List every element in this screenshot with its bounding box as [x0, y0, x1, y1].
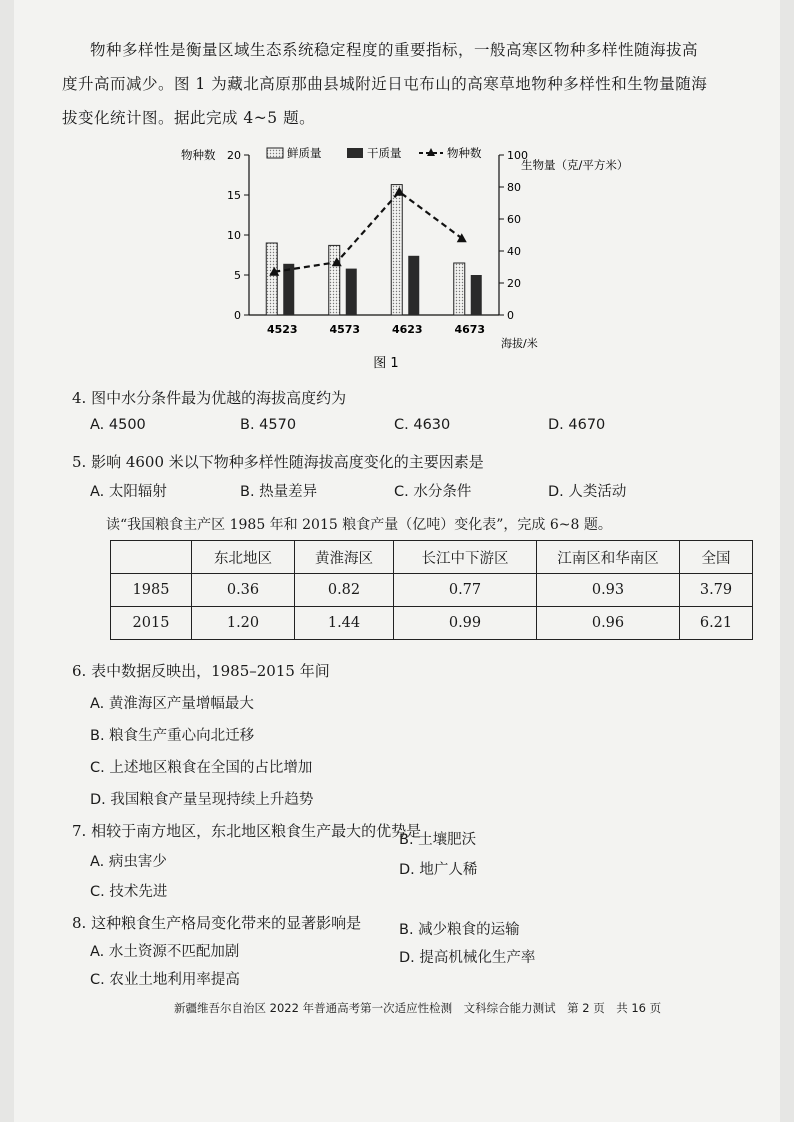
figure-caption: 图 1: [373, 356, 399, 370]
q4-stem: 4. 图中水分条件最为优越的海拔高度约为: [72, 389, 347, 407]
left-tick-label: 10: [227, 229, 241, 242]
q8-option-a[interactable]: A. 水土资源不匹配加剧: [90, 944, 240, 960]
q8-option-b[interactable]: B. 减少粮食的运输: [399, 922, 520, 938]
q5-option-c[interactable]: C. 水分条件: [394, 484, 472, 500]
left-tick-label: 0: [234, 309, 241, 322]
table-header-cell: 东北地区: [192, 541, 295, 574]
x-tick-label: 4523: [266, 323, 298, 336]
q8-option-c[interactable]: C. 农业土地利用率提高: [90, 972, 240, 988]
q8-stem: 8. 这种粮食生产格局变化带来的显著影响是: [72, 914, 362, 932]
table-cell: 0.93: [537, 574, 680, 607]
table-cell: 2015: [111, 607, 192, 640]
table-cell: 1.20: [192, 607, 295, 640]
q6-option-d[interactable]: D. 我国粮食产量呈现持续上升趋势: [90, 792, 314, 808]
q5-option-a[interactable]: A. 太阳辐射: [90, 484, 167, 500]
x-tick-label: 4573: [329, 323, 361, 336]
right-tick-label: 60: [507, 213, 521, 226]
table-header-cell: 全国: [680, 541, 753, 574]
fresh-mass-bar: [329, 245, 340, 315]
q7-stem: 7. 相较于南方地区，东北地区粮食生产最大的优势是: [72, 822, 422, 840]
q5-stem: 5. 影响 4600 米以下物种多样性随海拔高度变化的主要因素是: [72, 453, 484, 471]
q4-option-c[interactable]: C. 4630: [394, 417, 451, 433]
q8-option-d[interactable]: D. 提高机械化生产率: [399, 950, 536, 966]
q7-option-a[interactable]: A. 病虫害少: [90, 854, 167, 870]
table-cell: 0.77: [394, 574, 537, 607]
q5-option-b[interactable]: B. 热量差异: [240, 484, 318, 500]
q4-option-a[interactable]: A. 4500: [90, 417, 146, 433]
q7-option-d[interactable]: D. 地广人稀: [399, 862, 478, 878]
intro-line-2: 度升高而减少。图 1 为藏北高原那曲县城附近日屯布山的高寒草地物种多样性和生物量随海: [62, 75, 708, 93]
fresh-mass-bar: [454, 263, 465, 315]
intro-line-3: 拔变化统计图。据此完成 4~5 题。: [62, 109, 316, 127]
right-tick-label: 40: [507, 245, 521, 258]
table-cell: 0.82: [295, 574, 394, 607]
q4-option-d[interactable]: D. 4670: [548, 417, 606, 433]
page-footer: 新疆维吾尔自治区 2022 年普通高考第一次适应性检测 文科综合能力测试 第 2 页 共 16 页: [174, 1001, 662, 1015]
grain-output-table: [110, 540, 753, 640]
right-tick-label: 20: [507, 277, 521, 290]
exam-page: [14, 0, 780, 1122]
table-header-row: [111, 541, 753, 574]
intro-line-1: 物种多样性是衡量区域生态系统稳定程度的重要指标，一般高寒区物种多样性随海拔高: [90, 41, 699, 59]
table-row: [111, 607, 753, 640]
q7-option-c[interactable]: C. 技术先进: [90, 884, 168, 900]
fresh-mass-bar: [391, 185, 402, 315]
right-tick-label: 100: [507, 149, 528, 162]
dry-mass-bar: [471, 275, 482, 315]
right-tick-label: 0: [507, 309, 514, 322]
legend-dry-swatch: [347, 148, 363, 158]
legend-dry-label: 干质量: [367, 146, 402, 160]
q7-option-b[interactable]: B. 土壤肥沃: [399, 832, 477, 848]
left-tick-label: 5: [234, 269, 241, 282]
q5-option-d[interactable]: D. 人类活动: [548, 484, 627, 500]
legend-fresh-swatch: [267, 148, 283, 158]
dry-mass-bar: [408, 256, 419, 315]
x-axis-title: 海拔/米: [501, 337, 538, 350]
table-row: [111, 574, 753, 607]
species-count-line: [274, 192, 462, 272]
left-axis-title: 物种数: [181, 148, 216, 162]
table-cell: 0.96: [537, 607, 680, 640]
left-tick-label: 20: [227, 149, 241, 162]
q4-option-b[interactable]: B. 4570: [240, 417, 297, 433]
table-intro: 读“我国粮食主产区 1985 年和 2015 粮食产量（亿吨）变化表”，完成 6~8 题。: [106, 517, 612, 533]
table-cell: 0.36: [192, 574, 295, 607]
x-tick-label: 4673: [454, 323, 486, 336]
legend-fresh-label: 鲜质量: [287, 146, 322, 160]
table-cell: 1.44: [295, 607, 394, 640]
dry-mass-bar: [346, 269, 357, 315]
left-tick-label: 15: [227, 189, 241, 202]
table-cell: 6.21: [680, 607, 753, 640]
fresh-mass-bar: [266, 243, 277, 315]
right-axis-title: 生物量（克/平方米）: [521, 158, 629, 172]
biomass-species-chart: [164, 140, 644, 370]
q6-option-b[interactable]: B. 粮食生产重心向北迁移: [90, 728, 255, 744]
table-cell: 3.79: [680, 574, 753, 607]
legend-species-label: 物种数: [447, 146, 482, 160]
table-header-cell: 江南区和华南区: [537, 541, 680, 574]
table-cell: 1985: [111, 574, 192, 607]
q6-stem: 6. 表中数据反映出，1985–2015 年间: [72, 662, 330, 680]
dry-mass-bar: [283, 264, 294, 315]
q6-option-a[interactable]: A. 黄淮海区产量增幅最大: [90, 696, 254, 712]
right-tick-label: 80: [507, 181, 521, 194]
table-header-cell: 长江中下游区: [394, 541, 537, 574]
x-tick-label: 4623: [391, 323, 423, 336]
q6-option-c[interactable]: C. 上述地区粮食在全国的占比增加: [90, 760, 313, 776]
table-cell: 0.99: [394, 607, 537, 640]
table-header-cell: 黄淮海区: [295, 541, 394, 574]
table-header-cell: [111, 541, 192, 574]
